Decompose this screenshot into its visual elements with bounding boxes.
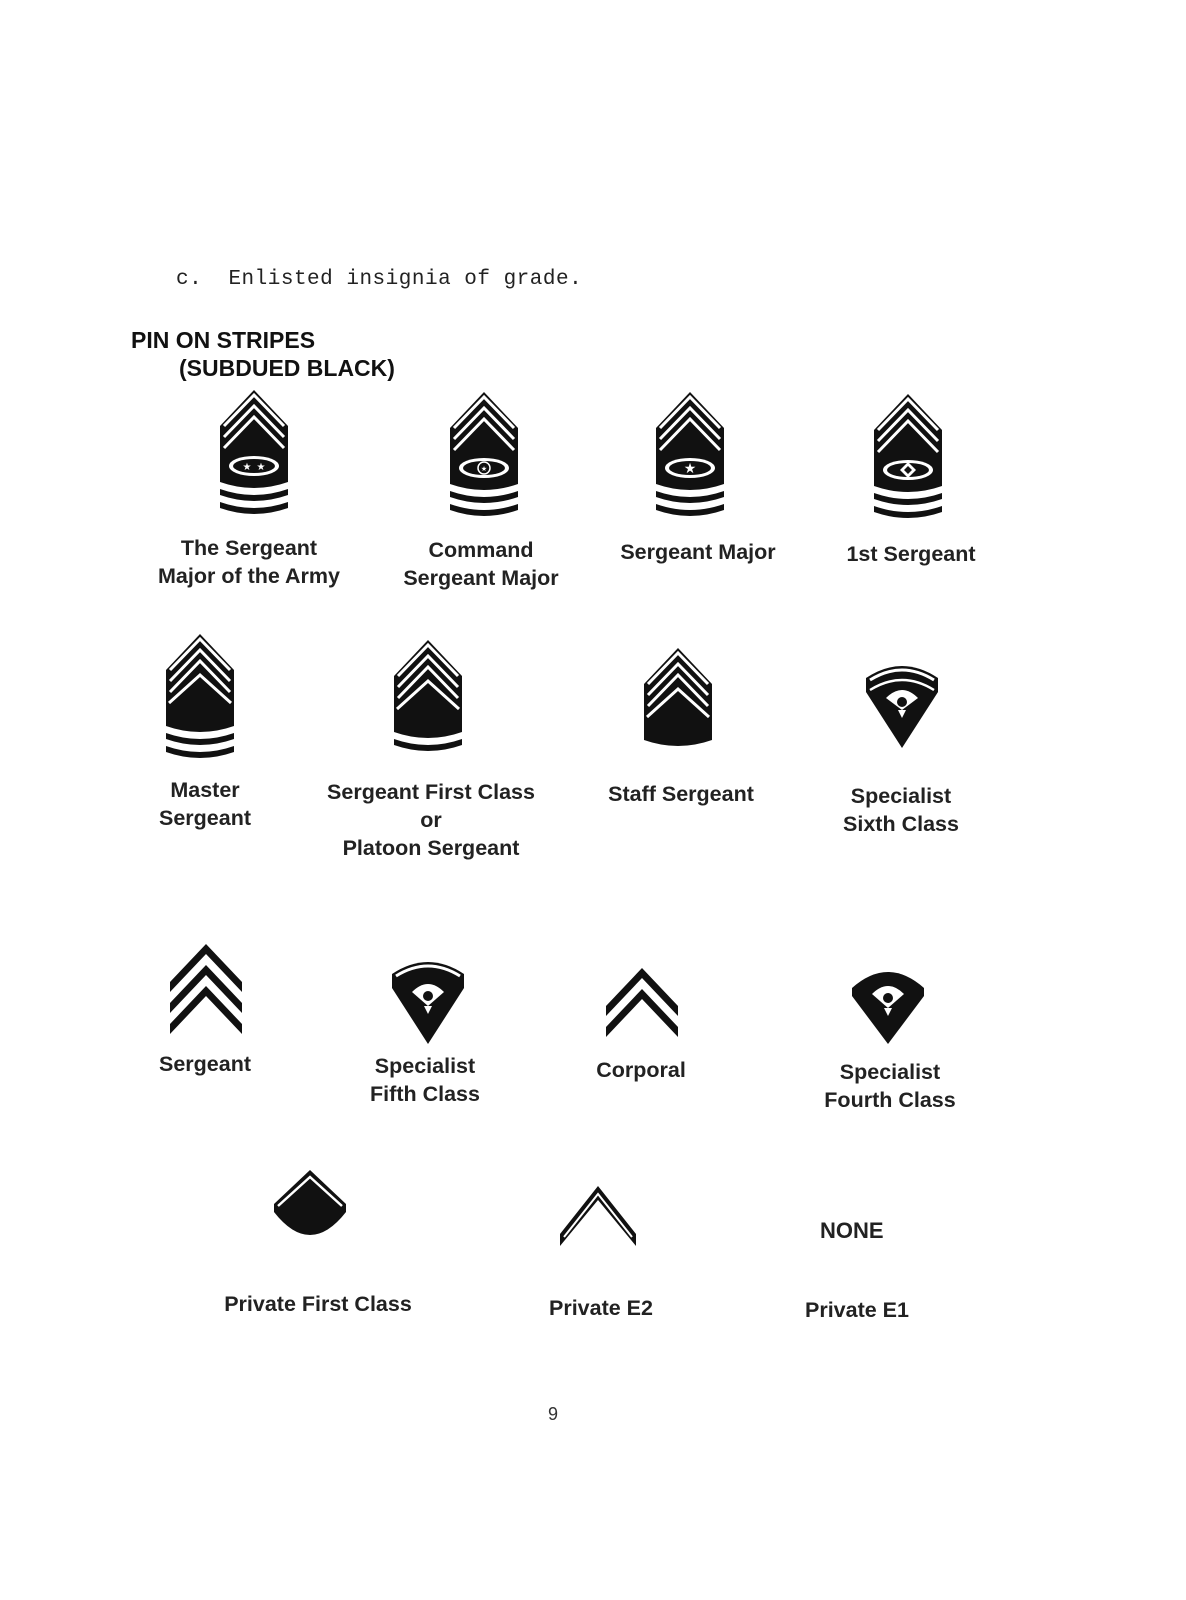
rank-label-sergeant-first-class: Sergeant First Class or Platoon Sergeant	[327, 780, 535, 860]
svg-text:★: ★	[256, 462, 266, 473]
corporal-insignia	[602, 964, 682, 1044]
section-label: c.	[176, 268, 203, 291]
rank-label-corporal: Corporal	[596, 1058, 686, 1082]
rank-label-private-e2: Private E2	[549, 1296, 653, 1320]
specialist-fourth-class-insignia	[848, 958, 928, 1048]
private-e1-no-insignia: NONE	[820, 1218, 884, 1243]
sergeant-major-of-the-army-insignia	[212, 386, 296, 526]
section-title	[176, 268, 582, 291]
rank-label-staff-sergeant: Staff Sergeant	[608, 782, 754, 806]
rank-label-sergeant-major-of-the-army: The Sergeant Major of the Army	[158, 536, 340, 588]
rank-label-command-sergeant-major: Command Sergeant Major	[403, 538, 559, 590]
master-sergeant-insignia	[158, 630, 242, 770]
svg-text:★: ★	[242, 462, 252, 473]
svg-text:★: ★	[683, 461, 697, 477]
rank-label-private-e1: Private E1	[805, 1298, 909, 1322]
page-number: 9	[548, 1404, 559, 1424]
section-title-text: Enlisted insignia of grade.	[228, 268, 583, 291]
sergeant-insignia	[166, 940, 246, 1040]
sergeant-first-class-insignia	[386, 636, 470, 776]
heading-line-2: (SUBDUED BLACK)	[179, 355, 395, 381]
sergeant-major-insignia	[648, 388, 732, 528]
private-first-class-insignia	[270, 1166, 350, 1250]
rank-label-private-first-class: Private First Class	[224, 1292, 412, 1316]
rank-label-sergeant: Sergeant	[158, 1052, 251, 1076]
private-e2-insignia	[558, 1182, 638, 1252]
rank-label-specialist-fifth-class: Specialist Fifth Class	[370, 1054, 480, 1106]
heading-line-1: PIN ON STRIPES	[131, 327, 316, 353]
specialist-fifth-class-insignia	[388, 948, 468, 1048]
staff-sergeant-insignia	[636, 644, 720, 784]
svg-text:★: ★	[480, 465, 488, 473]
rank-label-specialist-sixth-class: Specialist Sixth Class	[843, 784, 959, 836]
first-sergeant-insignia	[866, 390, 950, 530]
rank-label-first-sergeant: 1st Sergeant	[846, 542, 976, 566]
rank-label-master-sergeant: Master Sergeant	[158, 778, 251, 830]
specialist-sixth-class-insignia	[862, 652, 942, 752]
rank-label-sergeant-major: Sergeant Major	[620, 540, 776, 564]
command-sergeant-major-insignia	[442, 388, 526, 528]
rank-label-specialist-fourth-class: Specialist Fourth Class	[824, 1060, 956, 1112]
page-heading	[131, 326, 395, 382]
